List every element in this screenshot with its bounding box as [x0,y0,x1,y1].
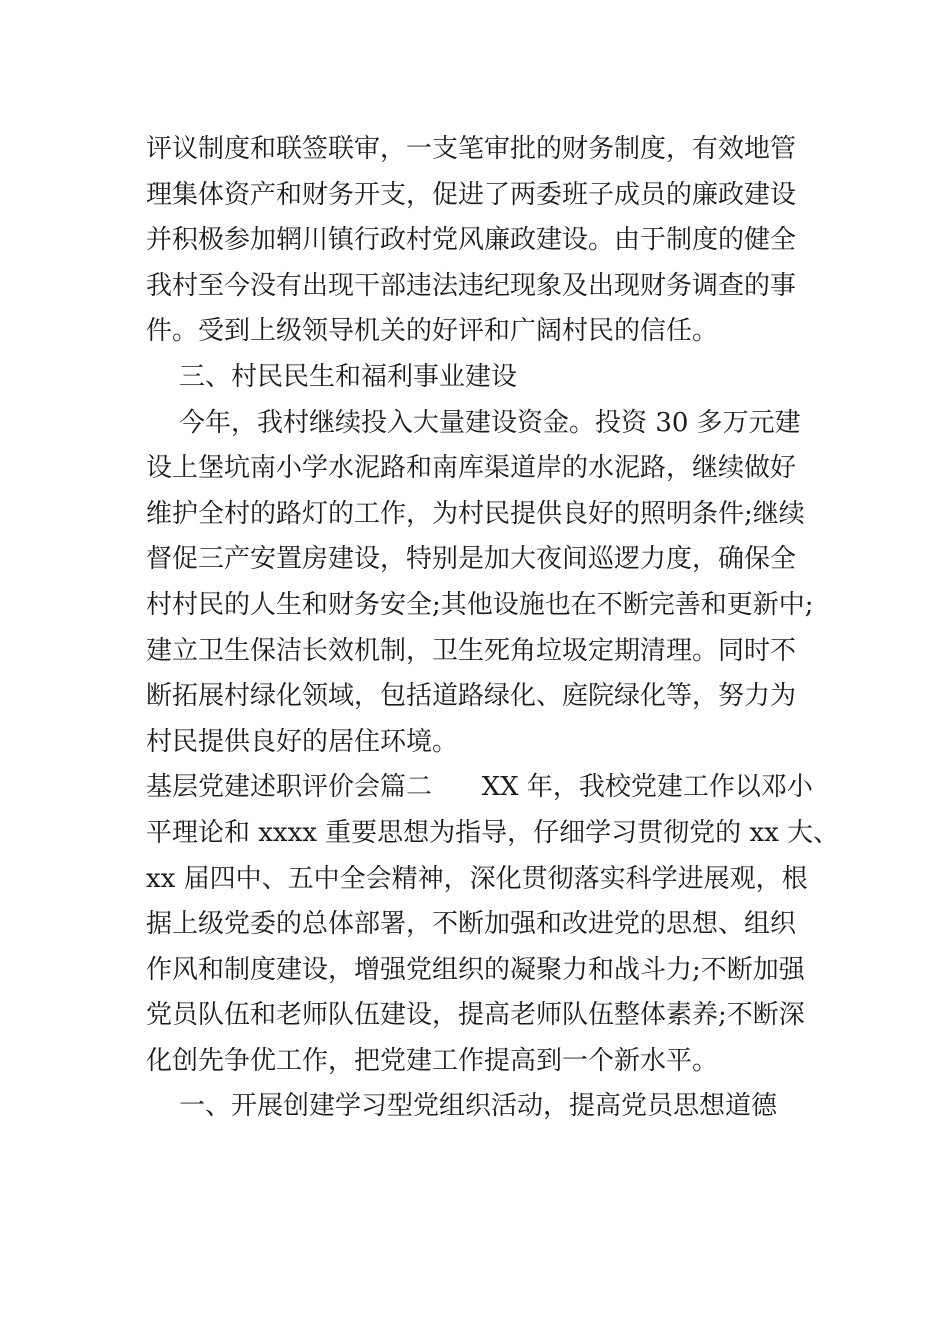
text-line: 我村至今没有出现干部违法违纪现象及出现财务调查的事 [146,270,797,301]
text-line: 作风和制度建设，增强党组织的凝聚力和战斗力;不断加强 [146,954,805,985]
text-line: 基层党建述职评价会篇二 XX 年，我校党建工作以邓小 [146,772,813,803]
document-body [146,127,840,1130]
text-line: 村村民的人生和财务安全;其他设施也在不断完善和更新中; [146,589,814,620]
text-line: 断拓展村绿化领域，包括道路绿化、庭院绿化等，努力为 [146,681,797,712]
section-heading: 一、开展创建学习型党组织活动，提高党员思想道德 [146,1091,778,1122]
text-line: 平理论和 xxxx 重要思想为指导，仔细学习贯彻党的 xx 大、 [146,817,840,848]
text-line: 建立卫生保洁长效机制，卫生死角垃圾定期清理。同时不 [146,635,797,666]
text-line: 化创先争优工作，把党建工作提高到一个新水平。 [146,1045,719,1076]
section-heading: 三、村民民生和福利事业建设 [146,361,518,392]
text-line: 据上级党委的总体部署，不断加强和改进党的思想、组织 [146,909,797,940]
text-line: 督促三产安置房建设，特别是加大夜间巡逻力度，确保全 [146,544,797,575]
text-line: 村民提供良好的居住环境。 [146,726,459,757]
text-line: 党员队伍和老师队伍建设，提高老师队伍整体素养;不断深 [146,1000,805,1031]
text-line: 并积极参加辋川镇行政村党风廉政建设。由于制度的健全 [146,225,797,256]
text-line: xx 届四中、五中全会精神，深化贯彻落实科学进展观，根 [146,863,808,894]
text-line: 设上堡坑南小学水泥路和南库渠道岸的水泥路，继续做好 [146,453,797,484]
text-line: 评议制度和联签联审，一支笔审批的财务制度，有效地管 [146,134,797,164]
text-line: 今年，我村继续投入大量建设资金。投资 30 多万元建 [146,407,801,438]
text-line: 理集体资产和财务开支，促进了两委班子成员的廉政建设 [146,179,797,210]
text-line: 维护全村的路灯的工作，为村民提供良好的照明条件;继续 [146,498,805,529]
text-line: 件。受到上级领导机关的好评和广阔村民的信任。 [146,316,719,347]
